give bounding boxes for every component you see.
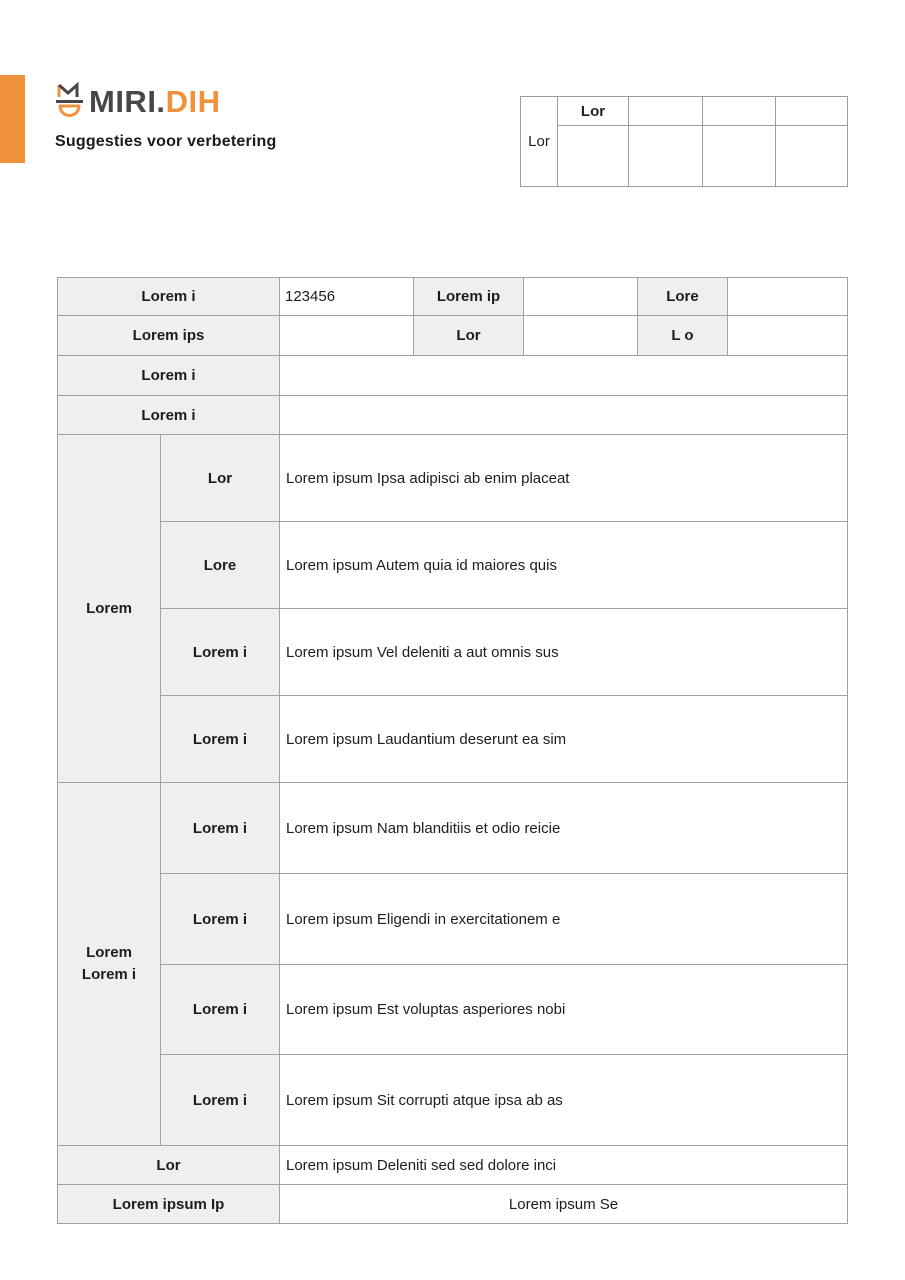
section2-group-label (58, 783, 161, 1146)
corner-cell[interactable] (558, 126, 629, 187)
table-row (58, 965, 848, 1055)
row-label-cell: Lorem i (161, 696, 280, 783)
table-row (58, 609, 848, 696)
corner-cell[interactable] (629, 97, 703, 126)
field-value-cell[interactable]: 123456 (280, 278, 414, 316)
field-value-cell[interactable] (728, 278, 848, 316)
row-text-cell: Lorem ipsum Autem quia id maiores quis (280, 522, 848, 609)
row-text-cell: Lorem ipsum Laudantium deserunt ea sim (280, 696, 848, 783)
corner-cell[interactable] (776, 97, 848, 126)
table-row (58, 874, 848, 965)
table-row (58, 1146, 848, 1185)
corner-cell[interactable] (776, 126, 848, 187)
table-row (58, 522, 848, 609)
field-value-cell[interactable] (280, 396, 848, 435)
table-row (58, 1185, 848, 1224)
corner-cell[interactable] (629, 126, 703, 187)
field-label-cell: Lor (414, 316, 524, 356)
table-row (58, 356, 848, 396)
field-value-cell[interactable] (524, 316, 638, 356)
corner-cell[interactable] (703, 97, 776, 126)
table-row (58, 316, 848, 356)
field-label-cell: Lorem ip (414, 278, 524, 316)
field-label-cell: Lorem ips (58, 316, 280, 356)
row-text-cell: Lorem ipsum Est voluptas asperiores nobi (280, 965, 848, 1055)
row-text-cell: Lorem ipsum Sit corrupti atque ipsa ab as (280, 1055, 848, 1146)
field-value-cell[interactable] (728, 316, 848, 356)
brand-dark: MIRI. (89, 84, 166, 119)
field-value-cell[interactable] (280, 316, 414, 356)
section2-group-label-line1: Lorem (86, 944, 132, 961)
row-text-cell: Lorem ipsum Nam blanditiis et odio reicie (280, 783, 848, 874)
field-label-cell: Lore (638, 278, 728, 316)
field-value-cell[interactable] (280, 356, 848, 396)
corner-col-header: Lor (558, 97, 629, 126)
row-label-cell: Lorem i (161, 609, 280, 696)
footer-text-cell: Lorem ipsum Se (280, 1185, 848, 1224)
row-label-cell: Lorem i (161, 1055, 280, 1146)
footer-label-cell: Lor (58, 1146, 280, 1185)
row-text-cell: Lorem ipsum Ipsa adipisci ab enim placeat (280, 435, 848, 522)
footer-label-cell: Lorem ipsum Ip (58, 1185, 280, 1224)
suggestion-form-table (57, 277, 848, 1224)
brand-logo (54, 82, 220, 122)
field-value-cell[interactable] (524, 278, 638, 316)
field-label-cell: L o (638, 316, 728, 356)
footer-text-cell: Lorem ipsum Deleniti sed sed dolore inci (280, 1146, 848, 1185)
corner-row-label: Lor (521, 97, 558, 187)
section1-group-label: Lorem (58, 435, 161, 783)
page-title: Suggesties voor verbetering (55, 133, 277, 150)
table-row (58, 435, 848, 522)
corner-grid (520, 96, 848, 187)
row-label-cell: Lor (161, 435, 280, 522)
field-label-cell: Lorem i (58, 396, 280, 435)
md-monogram-icon (54, 82, 85, 122)
accent-bar (0, 75, 25, 163)
row-label-cell: Lorem i (161, 783, 280, 874)
brand-text (89, 82, 220, 122)
table-row (58, 696, 848, 783)
brand-orange: DIH (165, 84, 221, 119)
row-label-cell: Lorem i (161, 965, 280, 1055)
field-label-cell: Lorem i (58, 278, 280, 316)
section2-group-label-line2: Lorem i (81, 966, 137, 983)
table-row (58, 396, 848, 435)
row-label-cell: Lorem i (161, 874, 280, 965)
row-text-cell: Lorem ipsum Eligendi in exercitationem e (280, 874, 848, 965)
table-row (58, 783, 848, 874)
table-row (58, 278, 848, 316)
table-row (58, 1055, 848, 1146)
corner-cell[interactable] (703, 126, 776, 187)
row-label-cell: Lore (161, 522, 280, 609)
row-text-cell: Lorem ipsum Vel deleniti a aut omnis sus (280, 609, 848, 696)
field-label-cell: Lorem i (58, 356, 280, 396)
